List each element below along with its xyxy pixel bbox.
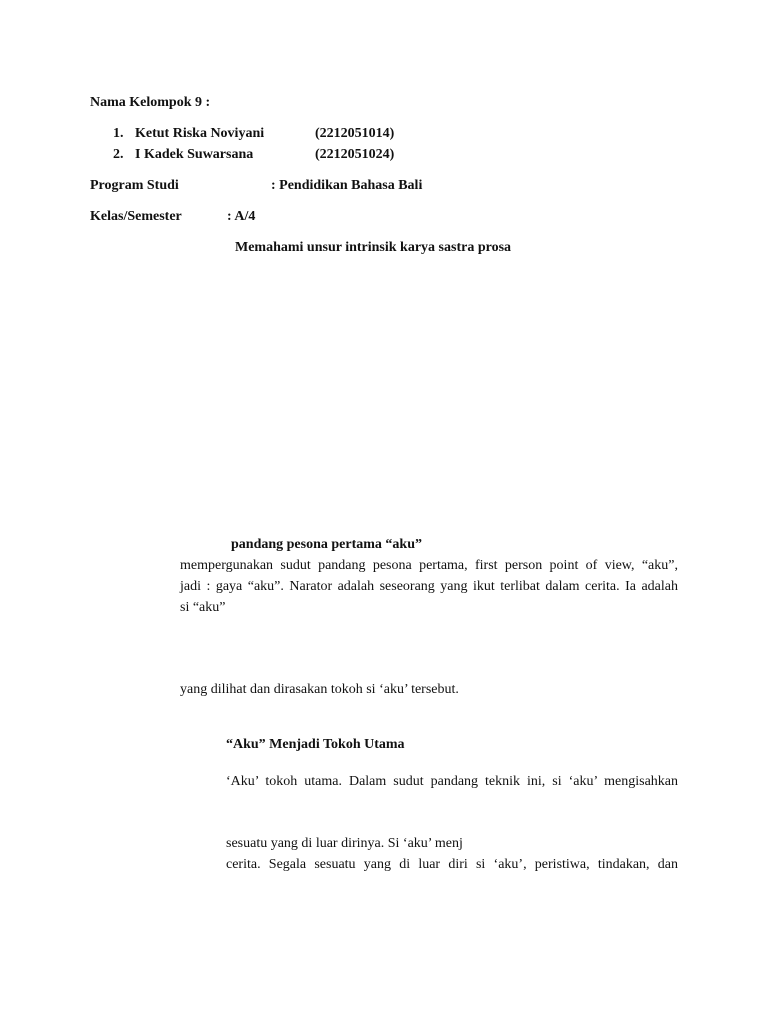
class-label: Kelas/Semester bbox=[90, 209, 182, 224]
member-nim: (2212051024) bbox=[315, 147, 395, 162]
member-number: 2. bbox=[113, 147, 124, 162]
member-number: 1. bbox=[113, 126, 124, 141]
section2-heading: “Aku” Menjadi Tokoh Utama bbox=[226, 737, 405, 752]
class-value: : A/4 bbox=[227, 209, 256, 224]
section1-line: mempergunakan sudut pandang pesona pertama, first person point of view, “aku”, bbox=[180, 558, 678, 573]
program-value: : Pendidikan Bahasa Bali bbox=[271, 178, 423, 193]
section1-line: yang dilihat dan dirasakan tokoh si ‘aku’ tersebut. bbox=[180, 682, 459, 697]
member-row bbox=[113, 126, 394, 142]
member-name: I Kadek Suwarsana bbox=[135, 147, 254, 162]
section1-heading: pandang pesona pertama “aku” bbox=[231, 537, 422, 552]
program-label: Program Studi bbox=[90, 178, 179, 193]
section2-line: cerita. Segala sesuatu yang di luar diri si ‘aku’, peristiwa, tindakan, dan bbox=[226, 857, 678, 872]
member-nim: (2212051014) bbox=[315, 126, 395, 141]
section1-line: jadi : gaya “aku”. Narator adalah seseorang yang ikut terlibat dalam cerita. Ia adalah bbox=[180, 579, 678, 594]
member-row bbox=[113, 147, 394, 163]
section2-line: sesuatu yang di luar dirinya. Si ‘aku’ menj bbox=[226, 836, 463, 851]
document-title: Memahami unsur intrinsik karya sastra prosa bbox=[235, 240, 512, 255]
group-label: Nama Kelompok 9 : bbox=[90, 95, 211, 110]
section2-line: ‘Aku’ tokoh utama. Dalam sudut pandang teknik ini, si ‘aku’ mengisahkan bbox=[226, 774, 678, 789]
member-name: Ketut Riska Noviyani bbox=[135, 126, 265, 141]
section1-line: si “aku” bbox=[180, 600, 226, 615]
